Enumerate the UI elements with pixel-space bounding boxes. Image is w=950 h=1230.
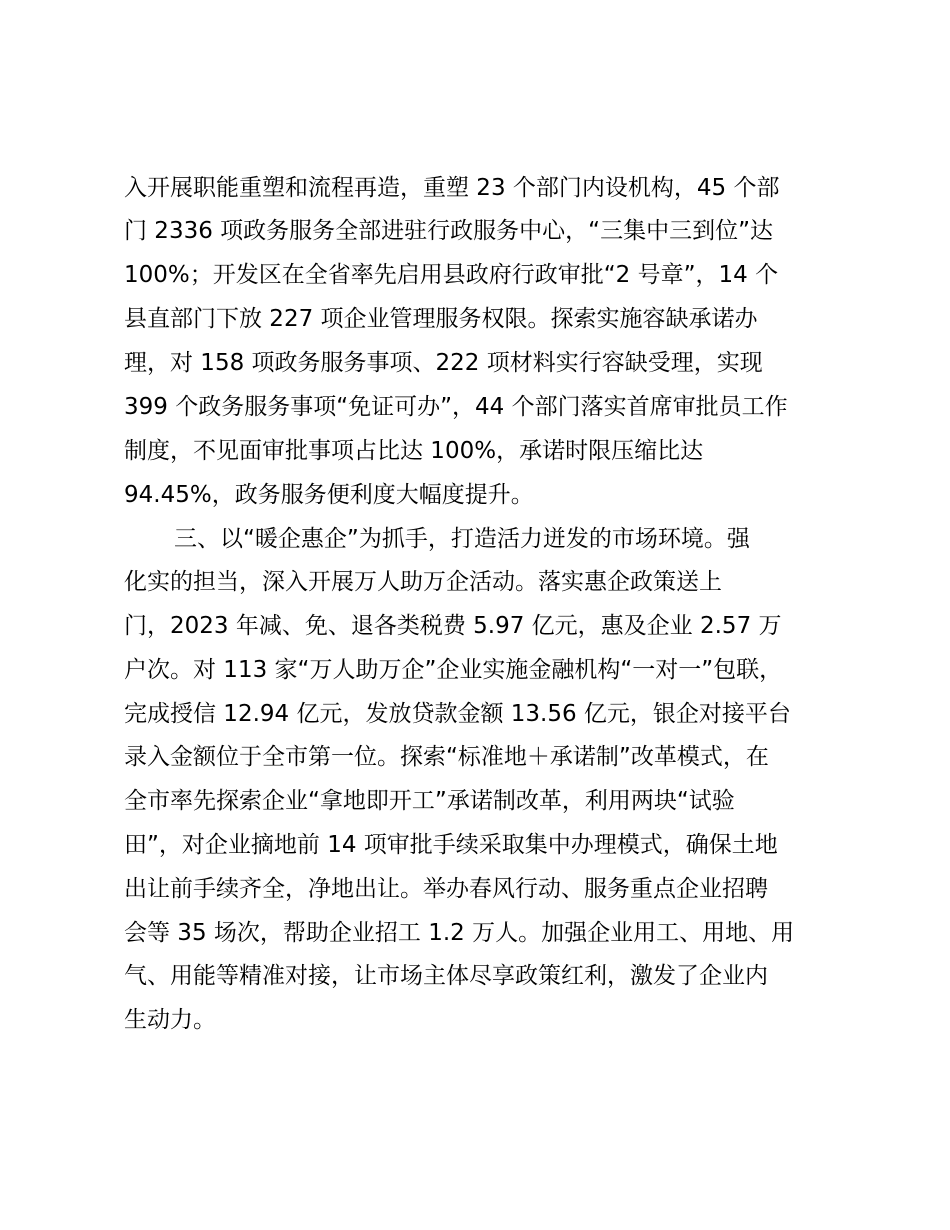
body-text-line: 气、用能等精准对接，让市场主体尽享政策红利，激发了企业内 xyxy=(124,963,768,989)
body-text-line: 制度，不见面审批事项占比达 100%，承诺时限压缩比达 xyxy=(124,438,704,464)
body-text-line: 全市率先探索企业“拿地即开工”承诺制改革，利用两块“试验 xyxy=(124,788,735,814)
body-text-line: 化实的担当，深入开展万人助万企活动。落实惠企政策送上 xyxy=(124,569,722,595)
body-text-line: 理，对 158 项政务服务事项、222 项材料实行容缺受理，实现 xyxy=(124,350,763,376)
body-text-line: 门 2336 项政务服务全部进驻行政服务中心，“三集中三到位”达 xyxy=(124,218,773,244)
body-text-line: 生动力。 xyxy=(124,1007,216,1033)
body-text-line: 录入金额位于全市第一位。探索“标准地＋承诺制”改革模式，在 xyxy=(124,744,769,770)
body-text-line: 户次。对 113 家“万人助万企”企业实施金融机构“一对一”包联， xyxy=(124,657,783,683)
body-text-line: 100%；开发区在全省率先启用县政府行政审批“2 号章”，14 个 xyxy=(124,262,779,288)
body-text-line: 会等 35 场次，帮助企业招工 1.2 万人。加强企业用工、用地、用 xyxy=(124,920,795,946)
paragraph-first-line: 三、以“暖企惠企”为抓手，打造活力迸发的市场环境。强 xyxy=(174,526,750,552)
body-text-line: 田”，对企业摘地前 14 项审批手续采取集中办理模式，确保土地 xyxy=(124,832,778,858)
body-text-line: 94.45%，政务服务便利度大幅度提升。 xyxy=(124,482,534,508)
body-text-line: 入开展职能重塑和流程再造，重塑 23 个部门内设机构，45 个部 xyxy=(124,175,780,201)
body-text-line: 出让前手续齐全，净地出让。举办春风行动、服务重点企业招聘 xyxy=(124,876,768,902)
body-text-line: 399 个政务服务事项“免证可办”，44 个部门落实首席审批员工作 xyxy=(124,394,788,420)
body-text-line: 门，2023 年减、免、退各类税费 5.97 亿元，惠及企业 2.57 万 xyxy=(124,613,782,639)
body-text-line: 县直部门下放 227 项企业管理服务权限。探索实施容缺承诺办 xyxy=(124,306,758,332)
body-text-line: 完成授信 12.94 亿元，发放贷款金额 13.56 亿元，银企对接平台 xyxy=(124,701,791,727)
